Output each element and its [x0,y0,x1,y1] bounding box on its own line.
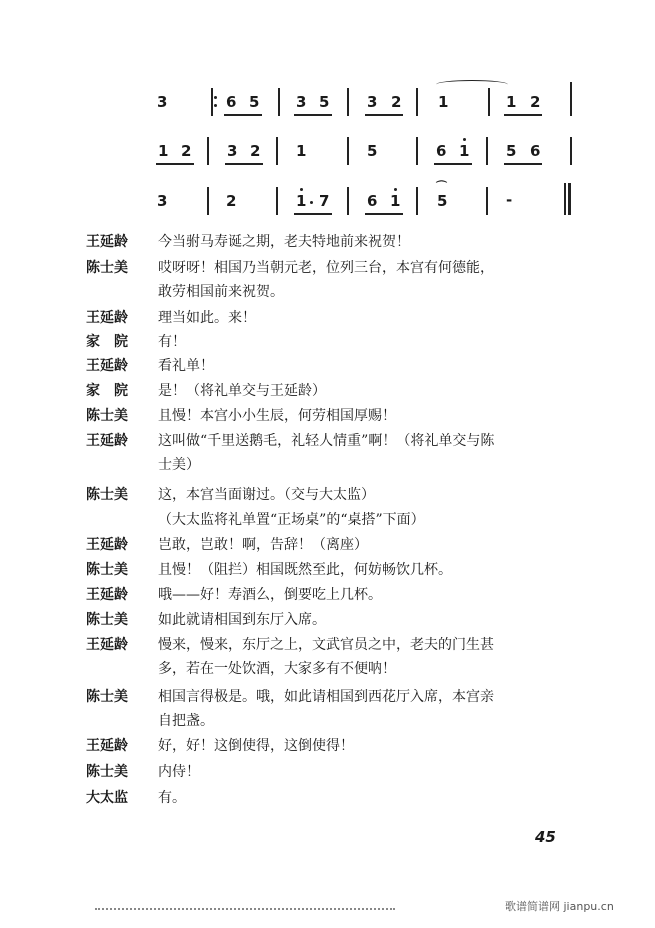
score-row-1 [0,88,655,128]
note: 1 [459,142,470,160]
barline [486,187,488,215]
note: 2 [250,142,261,160]
speaker-name: 王延龄 [86,433,128,449]
dialog-text: 这，本宫当面谢过。（交与大太监） [158,487,375,503]
speaker-name: 陈士美 [86,260,128,276]
beam-underline [294,114,332,116]
note: 7 [319,192,330,210]
dialog-text: 且慢！（阻拦）相国既然至此，何妨畅饮几杯。 [158,562,452,578]
dialog-text: 今当驸马寿诞之期，老夫特地前来祝贺！ [158,234,410,250]
dialog-text: 是！（将礼单交与王延龄） [158,383,326,399]
dialog-text: 哦——好！寿酒么，倒要吃上几杯。 [158,587,382,603]
note: 6 [530,142,541,160]
note: 5 [437,192,448,210]
beam-underline [294,213,332,215]
note: 3 [227,142,238,160]
stage-direction: （大太监将礼单置“正场桌”的“桌搭”下面） [158,512,425,528]
dialog-text: 有。 [158,790,186,806]
speaker-name: 王延龄 [86,738,128,754]
note: 3 [367,93,378,111]
speaker-name: 陈士美 [86,487,128,503]
note: 5 [367,142,378,160]
beam-underline [365,213,403,215]
note: 3 [157,192,168,210]
dialog-text: 相国言得极是。哦，如此请相国到西花厅入席，本宫亲 [158,689,494,705]
barline [211,88,213,116]
dialog-text-continued: 多，若在一处饮酒，大家多有不便呐！ [158,661,396,677]
note: 5 [506,142,517,160]
speaker-name: 王延龄 [86,537,128,553]
barline [486,137,488,165]
speaker-name: 家 院 [86,383,128,399]
high-octave-dot [463,138,466,141]
speaker-name: 大太监 [86,790,128,806]
note: 2 [391,93,402,111]
dialog-text-continued: 自把盏。 [158,713,214,729]
barline [347,88,349,116]
speaker-name: 王延龄 [86,587,128,603]
barline [276,187,278,215]
speaker-name: 陈士美 [86,689,128,705]
beam-underline [156,163,194,165]
barline [564,183,566,215]
beam-underline [224,114,262,116]
note: 2 [226,192,237,210]
fermata-icon: ⌒ [436,180,447,193]
dialog-text: 内侍！ [158,764,200,780]
note: 5 [319,93,330,111]
speaker-name: 王延龄 [86,358,128,374]
barline [570,137,572,165]
final-barline [568,183,571,215]
speaker-name: 陈士美 [86,562,128,578]
dialog-text: 理当如此。来！ [158,310,256,326]
beam-underline [225,163,263,165]
tie-arc [436,80,508,89]
barline [570,82,572,116]
barline [416,137,418,165]
speaker-name: 陈士美 [86,408,128,424]
dialog-text: 好，好！这倒使得，这倒使得！ [158,738,354,754]
barline [347,137,349,165]
score-row-3 [0,180,655,227]
note-extension: - [506,191,513,209]
note: 1 [390,192,401,210]
dialog-text: 岂敢，岂敢！啊，告辞！（离座） [158,537,368,553]
dialog-text: 这叫做“千里送鹅毛，礼轻人情重”啊！（将礼单交与陈 [158,433,495,449]
speaker-name: 王延龄 [86,310,128,326]
beam-underline [434,163,472,165]
speaker-name: 陈士美 [86,764,128,780]
note: 2 [181,142,192,160]
barline [416,187,418,215]
barline [207,137,209,165]
note: 6 [436,142,447,160]
note: 3 [157,93,168,111]
dialog-text-continued: 士美） [158,457,200,473]
barline [207,187,209,215]
barline [488,88,490,116]
dialog-text-continued: 敢劳相国前来祝贺。 [158,284,284,300]
speaker-name: 王延龄 [86,637,128,653]
repeat-dot [214,96,217,99]
dialog-text: 慢来，慢来，东厅之上，文武官员之中，老夫的门生甚 [158,637,494,653]
watermark: 歌谱简谱网 jianpu.cn [505,900,614,913]
note: 1 [438,93,449,111]
barline [347,187,349,215]
dialog-text: 哎呀呀！相国乃当朝元老，位列三台，本宫有何德能， [158,260,494,276]
note: 1 [158,142,169,160]
note: 2 [530,93,541,111]
dotted-note [310,201,313,204]
music-score [0,0,655,230]
dialog-text: 且慢！本宫小小生辰，何劳相国厚赐！ [158,408,396,424]
note: 6 [367,192,378,210]
scan-artifact-line [95,908,395,910]
barline [278,88,280,116]
note: 6 [226,93,237,111]
page-number: 45 [535,828,556,846]
note: 1 [296,192,307,210]
barline [276,137,278,165]
high-octave-dot [394,188,397,191]
speaker-name: 陈士美 [86,612,128,628]
high-octave-dot [300,188,303,191]
dialog-text: 如此就请相国到东厅入席。 [158,612,326,628]
beam-underline [504,114,542,116]
dialog-text: 有！ [158,334,186,350]
note: 3 [296,93,307,111]
note: 5 [249,93,260,111]
note: 1 [296,142,307,160]
score-row-2 [0,137,655,177]
note: 1 [506,93,517,111]
beam-underline [365,114,403,116]
dialog-text: 看礼单！ [158,358,214,374]
speaker-name: 王延龄 [86,234,128,250]
beam-underline [504,163,542,165]
speaker-name: 家 院 [86,334,128,350]
repeat-dot [214,104,217,107]
barline [416,88,418,116]
